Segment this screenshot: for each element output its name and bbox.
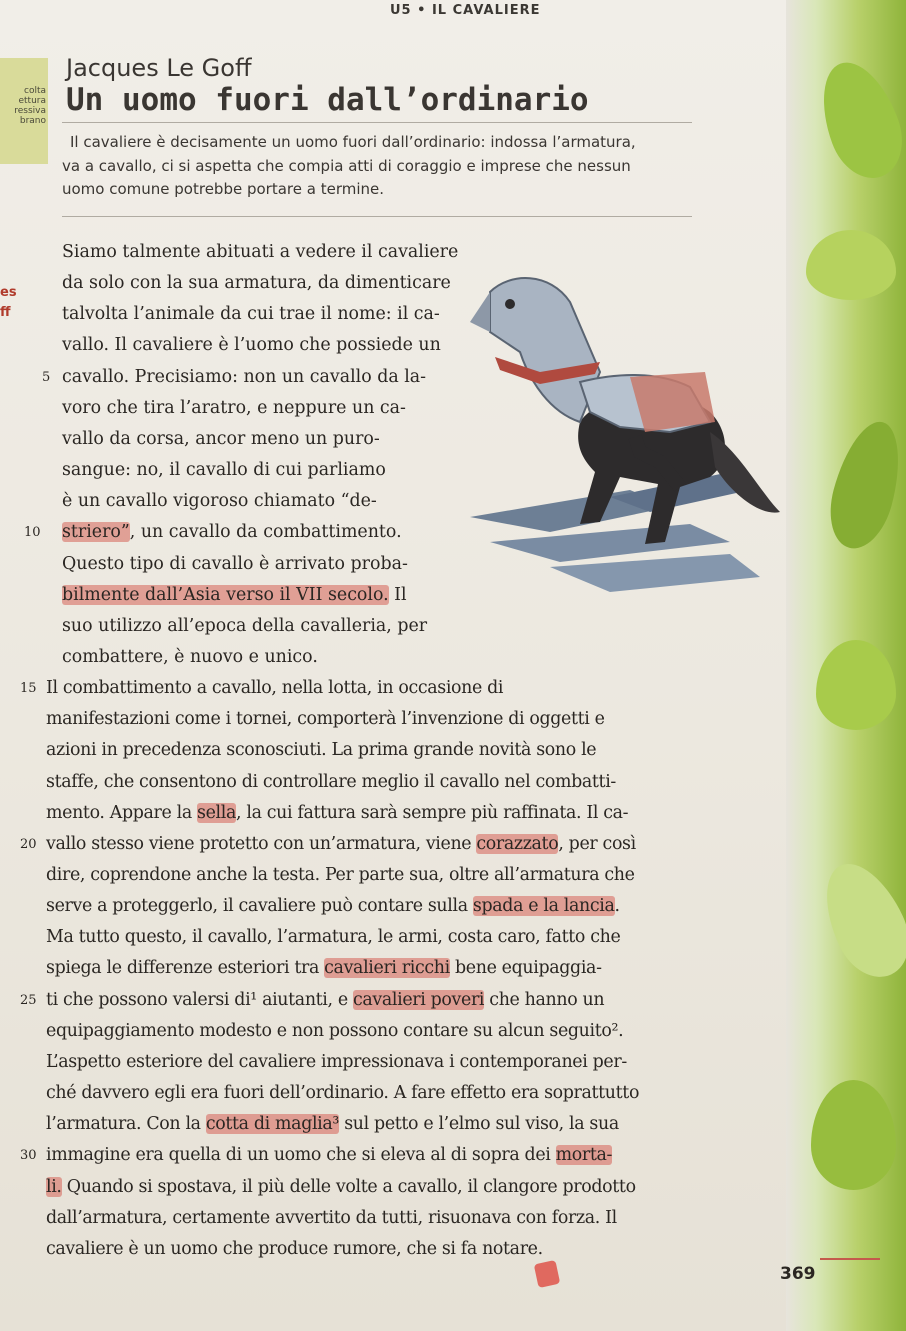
text-line: è un cavallo vigoroso chiamato “de-	[62, 491, 377, 512]
text-line: vallo da corsa, ancor meno un puro-	[62, 428, 380, 449]
text-line: li. Quando si spostava, il più delle volte a cavallo, il clangore prodotto	[46, 1176, 636, 1197]
text-line: cavallo. Precisiamo: non un cavallo da la-	[62, 366, 427, 387]
side-tab	[0, 58, 48, 164]
text-line: l’armatura. Con la cotta di maglia³ sul petto e l’elmo sul viso, la sua	[46, 1114, 619, 1135]
intro-divider	[62, 216, 692, 217]
margin-tag: ff	[0, 305, 11, 320]
text-line: voro che tira l’aratro, e neppure un ca-	[62, 397, 406, 418]
text-line: combattere, è nuovo e unico.	[62, 646, 318, 667]
line-number: 20	[20, 836, 37, 852]
page-title: Un uomo fuori dall’ordinario	[66, 82, 589, 118]
text-line: Ma tutto questo, il cavallo, l’armatura, le armi, costa caro, fatto che	[46, 927, 621, 948]
leaf-decoration	[808, 52, 906, 189]
line-number: 30	[20, 1148, 37, 1164]
armored-horse-illustration	[430, 262, 810, 602]
text-line: Questo tipo di cavallo è arrivato proba-	[62, 553, 408, 574]
text-line: bilmente dall’Asia verso il VII secolo. Il	[62, 584, 407, 605]
text-line: equipaggiamento modesto e non possono contare su alcun seguito².	[46, 1020, 624, 1041]
author-name: Jacques Le Goff	[66, 54, 252, 82]
highlight: li.	[46, 1176, 62, 1197]
text-line: suo utilizzo all’epoca della cavalleria, per	[62, 615, 428, 636]
page-number: 369	[780, 1264, 816, 1284]
highlight: corazzato	[476, 833, 559, 854]
text-line: striero”, un cavallo da combattimento.	[62, 522, 402, 543]
leaf-decoration	[809, 851, 906, 989]
side-tab-line: brano	[19, 116, 46, 126]
highlight: cotta di maglia³	[205, 1114, 340, 1135]
highlight: morta-	[555, 1145, 613, 1166]
title-divider	[62, 122, 692, 123]
text-line: Siamo talmente abituati a vedere il cavaliere	[62, 242, 459, 262]
text-line: mento. Appare la sella, la cui fattura sarà sempre più raffinata. Il ca-	[46, 802, 629, 823]
text-line: vallo stesso viene protetto con un’armatura, viene corazzato, per così	[46, 833, 636, 854]
intro-paragraph	[62, 131, 702, 202]
leaf-decoration	[820, 414, 906, 555]
text-line: staffe, che consentono di controllare meglio il cavallo nel combatti-	[46, 771, 616, 792]
text-line: ché davvero egli era fuori dell’ordinario. A fare effetto era soprattutto	[46, 1083, 640, 1104]
line-number: 5	[42, 369, 51, 385]
highlight: striero”	[62, 522, 130, 543]
text-line: sangue: no, il cavallo di cui parliamo	[62, 460, 386, 481]
text-line: cavaliere è un uomo che produce rumore, che si fa notare.	[46, 1238, 543, 1259]
intro-line: va a cavallo, ci si aspetta che compia atti di coraggio e imprese che nessun	[62, 156, 631, 175]
leaf-decoration	[811, 1080, 896, 1190]
margin-tags	[0, 283, 17, 323]
rock-base	[470, 472, 760, 592]
text-line: talvolta l’animale da cui trae il nome: il ca-	[62, 304, 440, 325]
text-line: immagine era quella di un uomo che si eleva al di sopra dei morta-	[46, 1145, 613, 1166]
text-line: L’aspetto esteriore del cavaliere impressionava i contemporanei per-	[46, 1051, 627, 1072]
side-tab-line: ettura	[18, 96, 46, 106]
intro-line: Il cavaliere è decisamente un uomo fuori dall’ordinario: indossa l’armatura,	[70, 133, 636, 151]
footer-rule	[820, 1258, 880, 1260]
leaf-decoration	[806, 230, 896, 300]
text-line: vallo. Il cavaliere è l’uomo che possiede un	[62, 335, 441, 356]
text-line: da solo con la sua armatura, da dimenticare	[62, 273, 451, 294]
text-line: Il combattimento a cavallo, nella lotta, in occasione di	[46, 678, 504, 699]
highlight: cavalieri ricchi	[324, 958, 450, 979]
decorative-leaf-band	[786, 0, 906, 1331]
highlight: sella	[197, 802, 236, 823]
chapter-header: U5 • IL CAVALIERE	[390, 3, 541, 18]
highlight: spada e la lancia	[472, 896, 615, 917]
page-corner-tab	[534, 1260, 561, 1288]
line-number: 15	[20, 681, 37, 697]
leaf-decoration	[816, 640, 896, 730]
text-line: azioni in precedenza sconosciuti. La prima grande novità sono le	[46, 740, 597, 761]
highlight: cavalieri poveri	[353, 989, 485, 1010]
side-tab-line: colta	[24, 86, 46, 96]
intro-line: uomo comune potrebbe portare a termine.	[62, 180, 385, 198]
line-number: 25	[20, 992, 37, 1008]
margin-tag: es	[0, 285, 17, 300]
text-line: dire, coprendone anche la testa. Per parte sua, oltre all’armatura che	[46, 865, 635, 885]
text-line: spiega le differenze esteriori tra cavalieri ricchi bene equipaggia-	[46, 958, 602, 979]
text-line: ti che possono valersi di¹ aiutanti, e cavalieri poveri che hanno un	[46, 989, 605, 1010]
side-tab-line: ressiva	[14, 106, 46, 116]
highlight: bilmente dall’Asia verso il VII secolo.	[62, 584, 389, 605]
text-line: manifestazioni come i tornei, comporterà l’invenzione di oggetti e	[46, 709, 605, 730]
text-line: serve a proteggerlo, il cavaliere può contare sulla spada e la lancia.	[46, 896, 620, 917]
text-line: dall’armatura, certamente avvertito da tutti, risuonava con forza. Il	[46, 1207, 617, 1228]
line-number: 10	[24, 525, 41, 541]
